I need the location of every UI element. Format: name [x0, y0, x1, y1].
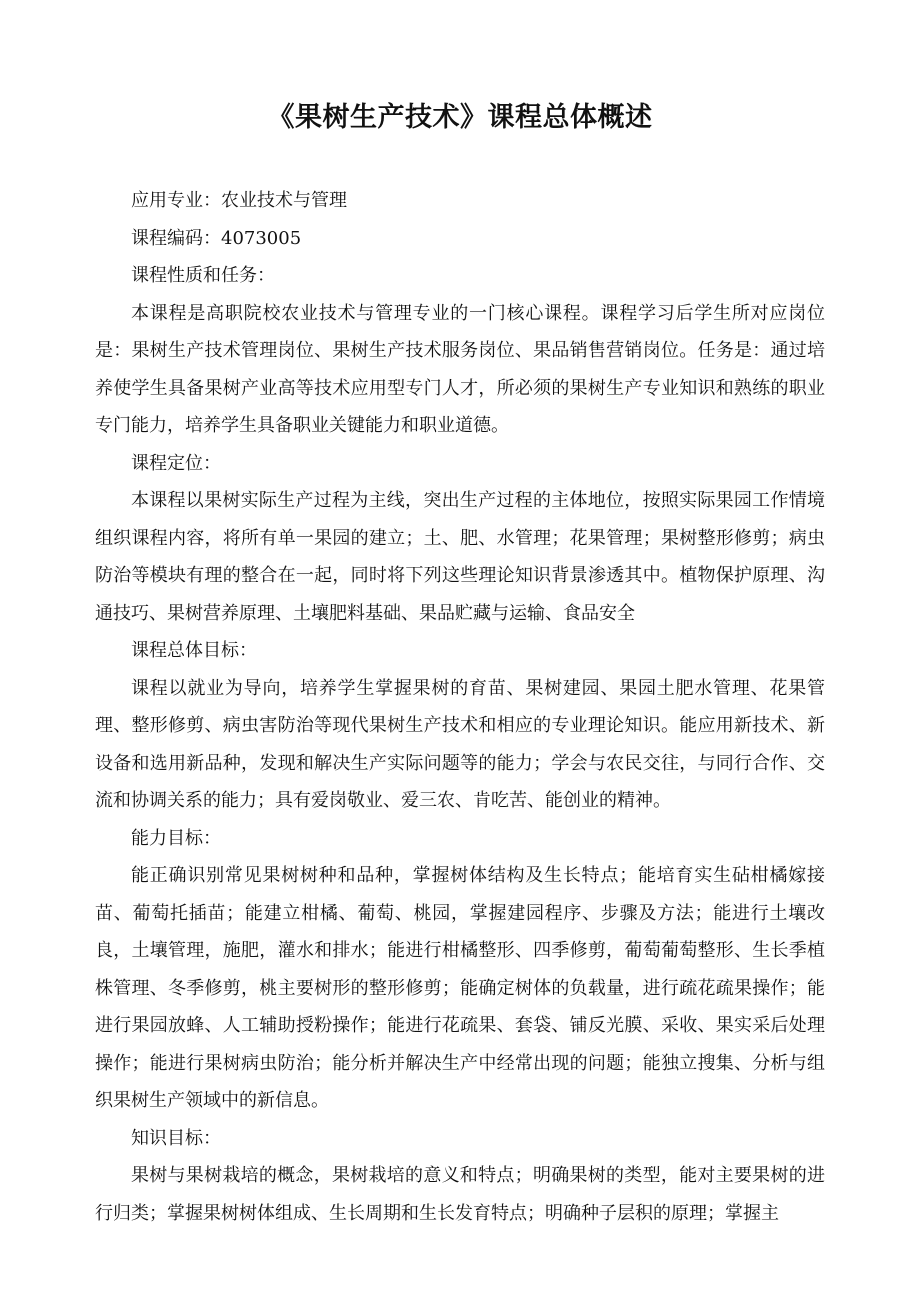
major-line: 应用专业：农业技术与管理 [131, 190, 347, 211]
knowledge-paragraph: 果树与果树栽培的概念，果树栽培的意义和特点；明确果树的类型，能对主要果树的进行归类；掌握果树树体组成、生长周期和生长发育特点；明确种子层积的原理；掌握主 [95, 1165, 825, 1224]
nature-heading: 课程性质和任务： [131, 265, 275, 286]
knowledge-heading: 知识目标： [131, 1127, 221, 1149]
document-page [95, 96, 825, 1232]
position-heading: 课程定位： [131, 452, 221, 474]
course-code-line: 课程编码：4073005 [131, 227, 302, 249]
goal-heading: 课程总体目标： [131, 640, 257, 661]
page-title: 《果树生产技术》课程总体概述 [267, 102, 653, 133]
ability-heading: 能力目标： [131, 827, 221, 849]
goal-paragraph: 课程以就业为导向，培养学生掌握果树的育苗、果树建园、果园土肥水管理、花果管理、整形修剪、病虫害防治等现代果树生产技术和相应的专业理论知识。能应用新技术、新设备和选用新品种，发现和解决生产实际问题等的能力；学会与农民交往，与同行合作、交流和协调关系的能力；具有爱岗敬业、爱三农、肯吃苦、能创业的精神。 [95, 677, 825, 811]
position-paragraph: 本课程以果树实际生产过程为主线，突出生产过程的主体地位，按照实际果园工作情境组织课程内容，将所有单一果园的建立；土、肥、水管理；花果管理；果树整形修剪；病虫防治等模块有理的整合在一起，同时将下列这些理论知识背景渗透其中。植物保护原理、沟通技巧、果树营养原理、土壤肥料基础、果品贮藏与运输、食品安全 [95, 490, 825, 624]
ability-paragraph: 能正确识别常见果树树种和品种，掌握树体结构及生长特点；能培育实生砧柑橘嫁接苗、葡萄托插苗；能建立柑橘、葡萄、桃园，掌握建园程序、步骤及方法；能进行土壤改良，土壤管理，施肥，灌水和排水；能进行柑橘整形、四季修剪，葡萄葡萄整形、生长季植株管理、冬季修剪，桃主要树形的整形修剪；能确定树体的负载量，进行疏花疏果操作；能进行果园放蜂、人工辅助授粉操作；能进行花疏果、套袋、铺反光膜、采收、果实采后处理操作；能进行果树病虫防治；能分析并解决生产中经常出现的问题；能独立搜集、分析与组织果树生产领域中的新信息。 [95, 865, 825, 1111]
nature-paragraph: 本课程是高职院校农业技术与管理专业的一门核心课程。课程学习后学生所对应岗位是：果树生产技术管理岗位、果树生产技术服务岗位、果品销售营销岗位。任务是：通过培养使学生具备果树产业高等技术应用型专门人才，所必须的果树生产专业知识和熟练的职业专门能力，培养学生具备职业关键能力和职业道德。 [95, 302, 825, 436]
